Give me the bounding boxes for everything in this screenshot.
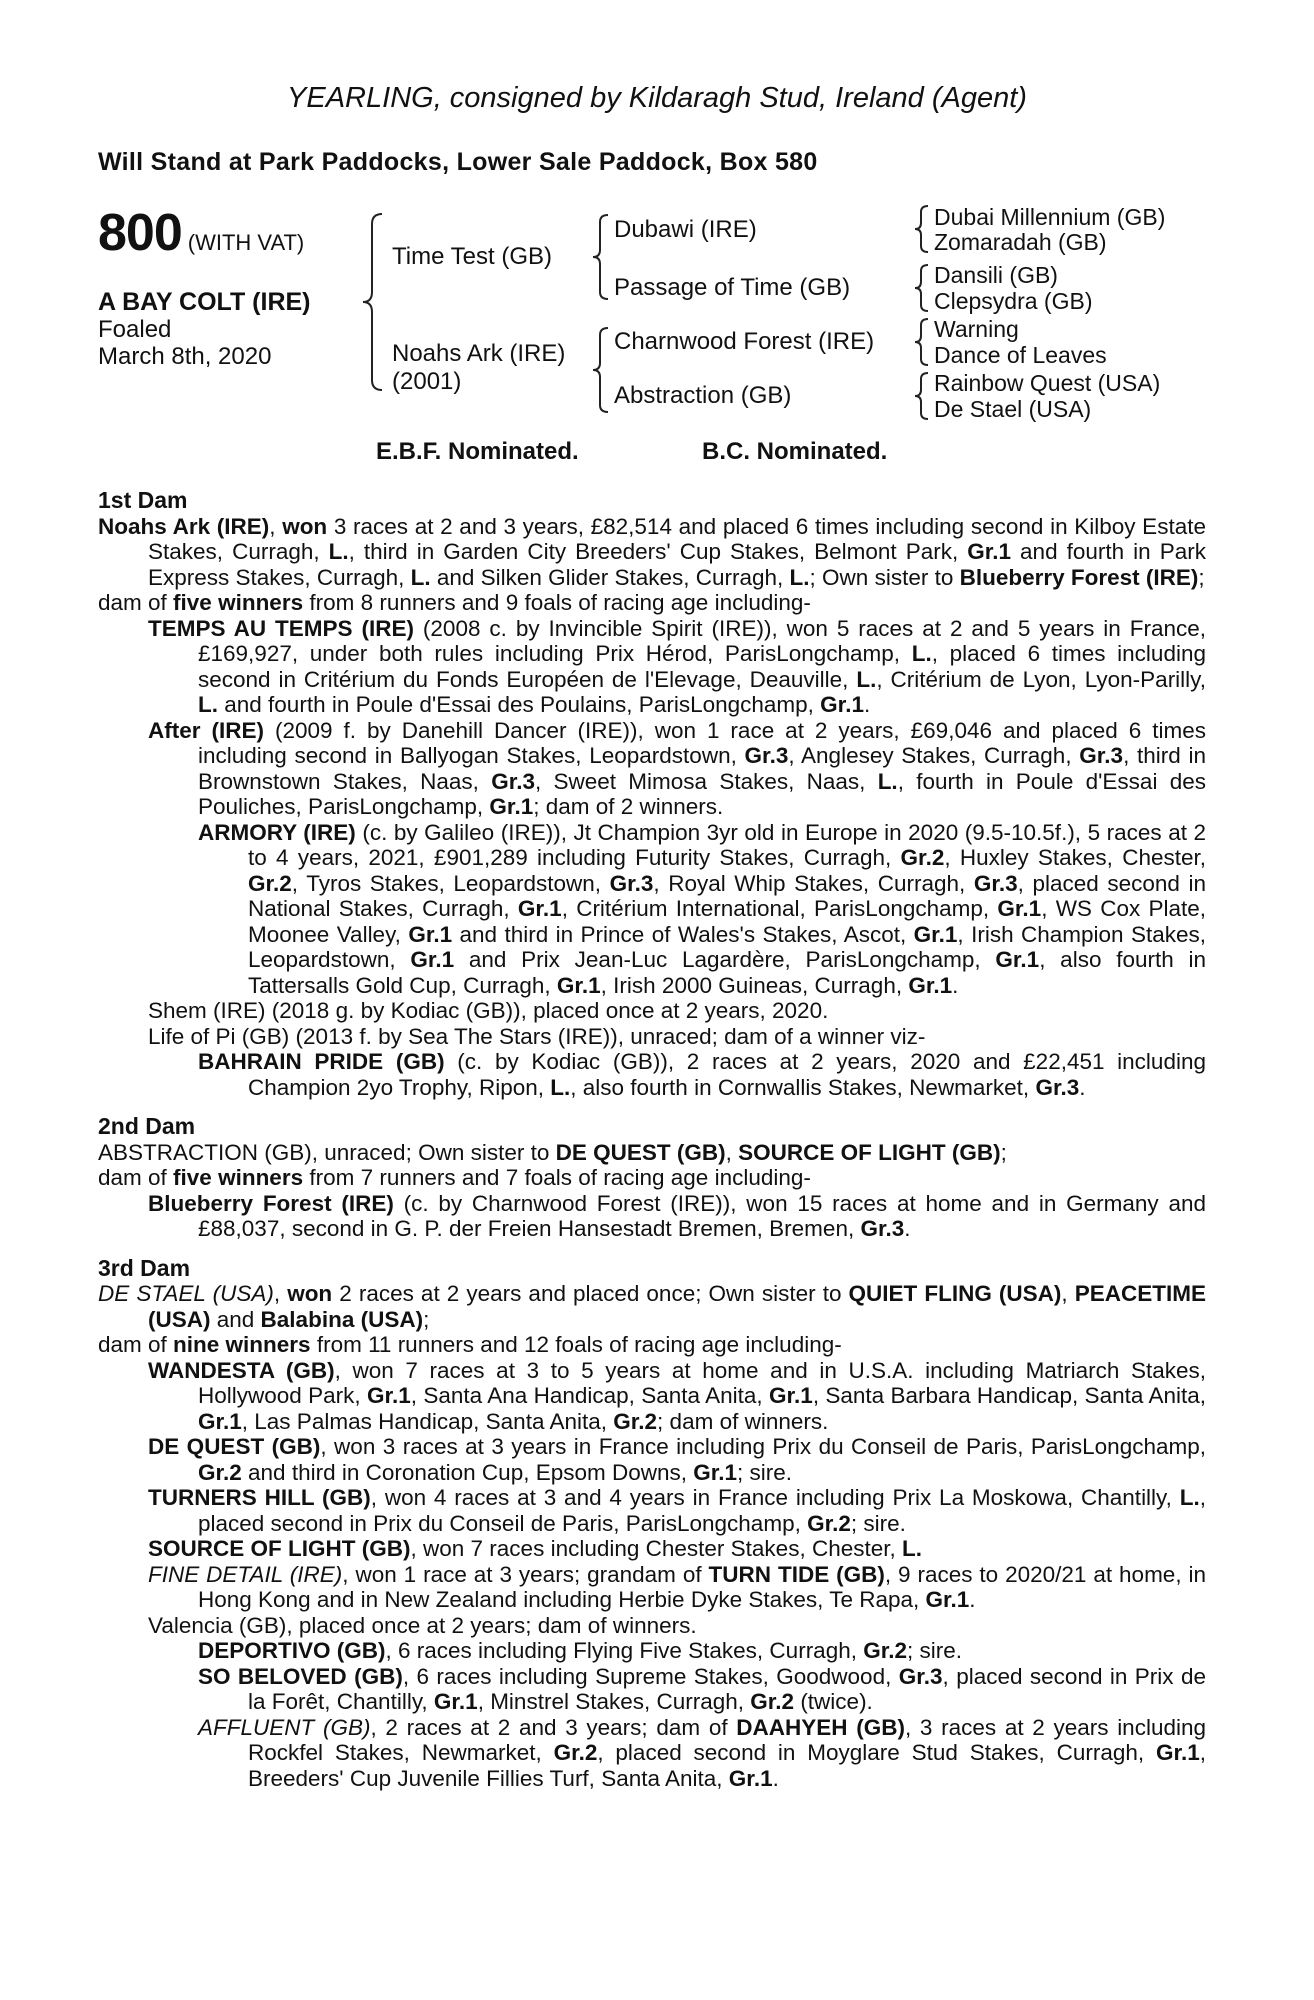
listed-badge: L. (856, 666, 877, 692)
group-badge: Gr.3 (1079, 743, 1124, 768)
text-run: . (772, 1765, 779, 1791)
group-badge: Gr.2 (807, 1510, 851, 1536)
text-run: , 2 races at 2 and 3 years; dam of (370, 1714, 737, 1740)
text-run: , fourth in Poule d'Essai des Pouliches, ParisLongchamp, (198, 768, 1206, 819)
group-badge: Gr.2 (863, 1638, 908, 1663)
dam-dam: Abstraction (GB) (614, 382, 792, 409)
text-run: , won 7 races including Chester Stakes, Chester, (410, 1536, 902, 1561)
horse-name: TURNERS HILL (GB) (148, 1485, 371, 1510)
text-run: , also fourth in Tattersalls Gold Cup, Curragh, (248, 947, 1207, 998)
horse-name: WANDESTA (GB) (148, 1357, 335, 1383)
dam-dam-dam: De Stael (USA) (934, 396, 1092, 422)
text-run: . (969, 1587, 976, 1612)
text-run: ; Own sister to (809, 564, 960, 590)
horse-name: SOURCE OF LIGHT (GB) (148, 1536, 411, 1561)
produce-blueberry-forest (148, 1191, 1206, 1242)
lot-number (98, 203, 304, 263)
dam-dam-sire: Rainbow Quest (USA) (934, 370, 1161, 396)
first-dam-won: won (282, 513, 328, 539)
horse-name: Blueberry Forest (IRE) (148, 1190, 394, 1216)
text-run: (2009 f. by Danehill Dancer (IRE)), won 1 race at 2 years, £69,046 and placed 6 times including second in Ballyogan Stakes, Leopardstown, (198, 717, 1207, 768)
sire-sire-sire: Dubai Millennium (GB) (934, 204, 1166, 230)
pedigree-brace-sire (590, 212, 614, 302)
text-run: , 6 races including Flying Five Stakes, Curragh, (385, 1638, 864, 1663)
group-badge: Gr.1 (433, 1689, 478, 1714)
group-badge: Gr.1 (198, 1408, 242, 1434)
text-run: ; sire. (737, 1459, 793, 1485)
lot-number-value: 800 (98, 204, 182, 262)
third-dam-produce-line (98, 1332, 1206, 1358)
text-run: from 7 runners and 7 foals of racing age including- (303, 1165, 811, 1190)
sire-sire: Dubawi (IRE) (614, 216, 757, 243)
text-run: , Las Palmas Handicap, Santa Anita, (241, 1408, 614, 1434)
text-run: from 11 runners and 12 foals of racing age including- (310, 1332, 842, 1357)
listed-badge: L. (877, 768, 898, 794)
text-run: dam of (98, 1165, 174, 1190)
text-run: , Irish 2000 Guineas, Curragh, (600, 972, 909, 998)
text-run: ; (1198, 564, 1205, 590)
group-badge: Gr.1 (693, 1459, 738, 1485)
text-run: dam of (98, 1332, 174, 1357)
produce-fine-detail (148, 1562, 1206, 1613)
first-dam-produce-line (98, 590, 1206, 616)
text-run: and fourth in Park Express Stakes, Curragh, (148, 539, 1206, 590)
text-run: . (904, 1216, 911, 1241)
text-run: , placed second in Prix de la Forêt, Chantilly, (248, 1663, 1206, 1714)
lot-vat-label: (WITH VAT) (187, 230, 305, 255)
group-badge: Gr.1 (995, 947, 1040, 972)
text-run: , Anglesey Stakes, Curragh, (788, 743, 1080, 768)
horse-name: AFFLUENT (GB) (198, 1714, 371, 1740)
group-badge: Gr.1 (913, 921, 958, 947)
horse-name: A BAY COLT (IRE) (98, 288, 311, 316)
produce-affluent (198, 1715, 1206, 1792)
sire-dam: Passage of Time (GB) (614, 274, 851, 301)
group-badge: Gr.3 (609, 870, 654, 896)
pedigree-brace-sd (912, 262, 934, 314)
horse-name: DE QUEST (GB) (148, 1434, 321, 1459)
produce-turners-hill (148, 1485, 1206, 1536)
text-run: , Breeders' Cup Juvenile Fillies Turf, Santa Anita, (248, 1740, 1206, 1791)
group-badge: Gr.3 (1035, 1074, 1080, 1100)
group-badge: Gr.1 (997, 896, 1042, 921)
listed-badge: L. (902, 1536, 922, 1561)
text-run: , WS Cox Plate, Moonee Valley, (248, 896, 1206, 947)
dam: Noahs Ark (IRE) (392, 340, 566, 367)
group-badge: Gr.1 (769, 1383, 813, 1408)
third-dam-heading: 3rd Dam (98, 1254, 191, 1281)
text-run: ; (1000, 1139, 1007, 1165)
pedigree-brace-ss (912, 203, 934, 255)
listed-badge: L. (410, 564, 431, 590)
text-run: and fourth in Poule d'Essai des Poulains, ParisLongchamp, (218, 692, 821, 717)
pedigree-brace-ds (912, 316, 934, 368)
sibling-name: DE QUEST (GB) (555, 1139, 726, 1165)
sire-dam-sire: Dansili (GB) (934, 262, 1058, 288)
dam-year: (2001) (392, 368, 462, 395)
group-badge: Gr.3 (491, 768, 535, 794)
text-run: . (952, 972, 959, 998)
text-run: and (210, 1306, 261, 1332)
dam-sire: Charnwood Forest (IRE) (614, 328, 875, 355)
text-run: ; (423, 1306, 430, 1332)
first-dam-heading: 1st Dam (98, 487, 188, 513)
horse-name: After (IRE) (148, 717, 264, 743)
text-run: , placed second in Prix du Conseil de Paris, ParisLongchamp, (198, 1485, 1206, 1536)
group-badge: Gr.1 (517, 896, 562, 921)
group-badge: Gr.3 (898, 1663, 943, 1689)
text-run: ; dam of winners. (657, 1408, 829, 1434)
text-run: , Royal Whip Stakes, Curragh, (653, 870, 974, 896)
group-badge: Gr.1 (728, 1765, 773, 1791)
text-run: , (273, 1281, 288, 1306)
text-run: , won 3 races at 3 years in France including Prix du Conseil de Paris, ParisLongchamp, (320, 1434, 1206, 1459)
text-run: (2008 c. by Invincible Spirit (IRE)), won 5 races at 2 and 5 years in France, £169,927, under both rules including Prix Hérod, ParisLongchamp, (198, 615, 1206, 666)
listed-badge: L. (1179, 1485, 1200, 1510)
text-run: , won 1 race at 3 years; grandam of (342, 1561, 709, 1587)
group-badge: Gr.3 (860, 1216, 905, 1241)
produce-so-beloved (198, 1664, 1206, 1715)
produce-de-quest (148, 1434, 1206, 1485)
produce-life-of-pi: Life of Pi (GB) (2013 f. by Sea The Stars (IRE)), unraced; dam of a winner viz- (148, 1023, 926, 1049)
produce-bahrain-pride (198, 1049, 1206, 1100)
bc-nominated: B.C. Nominated. (702, 438, 888, 465)
group-badge: Gr.2 (553, 1740, 598, 1765)
text-run: (twice). (794, 1689, 873, 1714)
text-run: 2 races at 2 years and placed once; Own sister to (332, 1281, 849, 1306)
text-run: ABSTRACTION (GB), unraced; Own sister to (98, 1139, 556, 1165)
sibling-name: SOURCE OF LIGHT (GB) (738, 1139, 1001, 1165)
group-badge: Gr.1 (408, 921, 453, 947)
sire-sire-dam: Zomaradah (GB) (934, 229, 1107, 255)
horse-name: BAHRAIN PRIDE (GB) (198, 1049, 445, 1074)
text-run: , won 4 races at 3 and 4 years in France including Prix La Moskowa, Chantilly, (370, 1485, 1180, 1510)
section-gap (98, 1100, 1206, 1114)
second-dam-heading: 2nd Dam (98, 1113, 196, 1139)
group-badge: Gr.3 (744, 743, 789, 768)
foaled-date: March 8th, 2020 (98, 343, 272, 370)
text-run: . (863, 692, 871, 717)
text-run: , 9 races to 2020/21 at home, in Hong Kong and in New Zealand including Herbie Dyke Stakes, Te Rapa, (198, 1561, 1207, 1612)
horse-name: DEPORTIVO (GB) (198, 1638, 386, 1663)
dam-sire-sire: Warning (934, 316, 1019, 342)
horse-name: TURN TIDE (GB) (708, 1561, 885, 1587)
first-dam-name: Noahs Ark (IRE) (98, 513, 270, 539)
text-run: from 8 runners and 9 foals of racing age including- (303, 590, 811, 615)
text-run: 3 races at 2 and 3 years, £82,514 and placed 6 times including second in Kilboy Estate Stakes, Curragh, (148, 513, 1206, 564)
produce-source-of-light (148, 1536, 1206, 1562)
group-badge: Gr.2 (750, 1689, 795, 1714)
group-badge: Gr.1 (366, 1383, 411, 1408)
listed-badge: L. (789, 564, 810, 590)
group-badge: Gr.1 (489, 794, 534, 819)
text-run: , Tyros Stakes, Leopardstown, (291, 870, 610, 896)
sibling-name: PEACETIME (USA) (148, 1281, 1206, 1332)
listed-badge: L. (198, 692, 218, 717)
sibling-name: Balabina (USA) (260, 1306, 424, 1332)
text-run: (c. by Galileo (IRE)), Jt Champion 3yr old in Europe in 2020 (9.5-10.5f.), 5 races at 2 to 4 years, 2021, £901,289 including Futurity Stakes, Curragh, (248, 819, 1207, 870)
text-run: (c. by Kodiac (GB)), 2 races at 2 years, 2020 and £22,451 including Champion 2yo Trophy, Ripon, (248, 1049, 1206, 1100)
sire-dam-dam: Clepsydra (GB) (934, 288, 1093, 314)
group-badge: Gr.1 (410, 947, 455, 972)
text-run: , third in Garden City Breeders' Cup Stakes, Belmont Park, (348, 539, 968, 564)
group-badge: Gr.2 (613, 1408, 658, 1434)
group-badge: Gr.2 (198, 1459, 242, 1485)
horse-name: SO BELOVED (GB) (198, 1663, 403, 1689)
winners-count: five winners (173, 1165, 304, 1190)
ebf-nominated: E.B.F. Nominated. (376, 438, 579, 465)
third-dam-summary (98, 1281, 1206, 1332)
text-run: , Santa Barbara Handicap, Santa Anita, (812, 1383, 1206, 1408)
text-run: , Santa Ana Handicap, Santa Anita, (410, 1383, 770, 1408)
listed-badge: L. (328, 539, 349, 564)
text-run: ; sire. (907, 1638, 963, 1663)
sister-name: Blueberry Forest (IRE) (959, 564, 1199, 590)
horse-name: DAAHYEH (GB) (736, 1714, 905, 1740)
text-run: , (725, 1139, 739, 1165)
text-run: (c. by Charnwood Forest (IRE)), won 15 races at home and in Germany and £88,037, second in G. P. der Freien Hansestadt Bremen, Bremen, (198, 1190, 1206, 1241)
text-run: dam of (98, 590, 174, 615)
dam-sire-dam: Dance of Leaves (934, 342, 1107, 368)
group-badge: Gr.1 (1155, 1740, 1200, 1765)
text-run: , Sweet Mimosa Stakes, Naas, (534, 768, 878, 794)
produce-temps-au-temps (148, 616, 1206, 718)
group-badge: Gr.1 (967, 539, 1012, 564)
horse-name: ARMORY (IRE) (198, 819, 356, 845)
produce-deportivo (198, 1638, 1206, 1664)
text-run: , won 7 races at 3 to 5 years at home and in U.S.A. including Matriarch Stakes, Hollywood Park, (198, 1357, 1206, 1408)
group-badge: Gr.3 (973, 870, 1018, 896)
second-dam-produce-line (98, 1165, 1206, 1191)
section-gap (98, 1242, 1206, 1256)
produce-valencia: Valencia (GB), placed once at 2 years; dam of winners. (148, 1612, 697, 1638)
text-run: and Prix Jean-Luc Lagardère, ParisLongchamp, (454, 947, 996, 972)
produce-armory (198, 820, 1206, 999)
second-dam-summary (98, 1140, 1206, 1166)
stand-location: Will Stand at Park Paddocks, Lower Sale Paddock, Box 580 (98, 148, 818, 176)
sibling-name: QUIET FLING (USA) (848, 1281, 1062, 1306)
produce-after (148, 718, 1206, 820)
sire: Time Test (GB) (392, 243, 553, 270)
group-badge: Gr.1 (925, 1587, 970, 1612)
group-badge: Gr.1 (556, 972, 601, 998)
text-run: , Minstrel Stakes, Curragh, (477, 1689, 751, 1714)
catalogue-header: YEARLING, consigned by Kildaragh Stud, Ireland (Agent) (287, 82, 1027, 114)
text-run: and third in Coronation Cup, Epsom Downs, (241, 1459, 694, 1485)
text-run: , Irish Champion Stakes, Leopardstown, (248, 921, 1206, 972)
horse-name: FINE DETAIL (IRE) (148, 1561, 343, 1587)
text-run: , placed second in National Stakes, Curragh, (248, 870, 1207, 921)
winners-count: five winners (173, 590, 304, 615)
pedigree-brace-dam (590, 325, 614, 415)
group-badge: Gr.2 (900, 845, 945, 870)
text-run: , Huxley Stakes, Chester, (944, 845, 1206, 870)
produce-wandesta (148, 1358, 1206, 1435)
text-run: , (1061, 1281, 1075, 1306)
pedigree-brace-main (360, 210, 390, 395)
horse-info (98, 289, 311, 370)
text-run: , 3 races at 2 years including Rockfel Stakes, Newmarket, (248, 1714, 1207, 1765)
text-run: ; dam of 2 winners. (533, 794, 724, 819)
listed-badge: L. (911, 641, 932, 666)
third-dam-won: won (287, 1281, 333, 1306)
text-run: , also fourth in Cornwallis Stakes, Newmarket, (570, 1074, 1036, 1100)
text-run: , Critérium International, ParisLongchamp, (561, 896, 998, 921)
group-badge: Gr.2 (248, 870, 292, 896)
text-run: , third in Brownstown Stakes, Naas, (198, 743, 1206, 794)
text-run: and Silken Glider Stakes, Curragh, (430, 564, 790, 590)
text-run: . (1079, 1074, 1086, 1100)
third-dam-name: DE STAEL (USA) (98, 1281, 274, 1306)
group-badge: Gr.1 (908, 972, 953, 998)
text-run: , placed second in Moyglare Stud Stakes, Curragh, (597, 1740, 1156, 1765)
first-dam-summary: Noahs Ark (IRE), won 3 races at 2 and 3 years, £82,514 and placed 6 times including second in Kilboy Estate Stakes, Curragh, L., third in Garden City Breeders' Cup Stakes, Belmont Park, Gr.1 and fourth in Park Express Stakes, Curragh, L. and Silken Glider Stakes, Curragh, L.; Own sister to Blueberry Forest (IRE); (98, 513, 1206, 590)
horse-name: TEMPS AU TEMPS (IRE) (148, 615, 414, 641)
group-badge: Gr.1 (820, 692, 864, 717)
text-run: , 6 races including Supreme Stakes, Goodwood, (402, 1663, 899, 1689)
produce-record (98, 488, 1206, 1791)
text-run: and third in Prince of Wales's Stakes, Ascot, (452, 921, 914, 947)
text-run: ; sire. (850, 1510, 906, 1536)
listed-badge: L. (550, 1074, 571, 1100)
pedigree-brace-dd (912, 370, 934, 422)
foaled-label: Foaled (98, 316, 172, 343)
text-run: , Critérium de Lyon, Lyon-Parilly, (876, 666, 1207, 692)
winners-count: nine winners (173, 1332, 311, 1357)
text-run: , placed 6 times including second in Critérium du Fonds Européen de l'Elevage, Deauville, (198, 641, 1206, 692)
produce-shem: Shem (IRE) (2018 g. by Kodiac (GB)), placed once at 2 years, 2020. (148, 998, 829, 1023)
